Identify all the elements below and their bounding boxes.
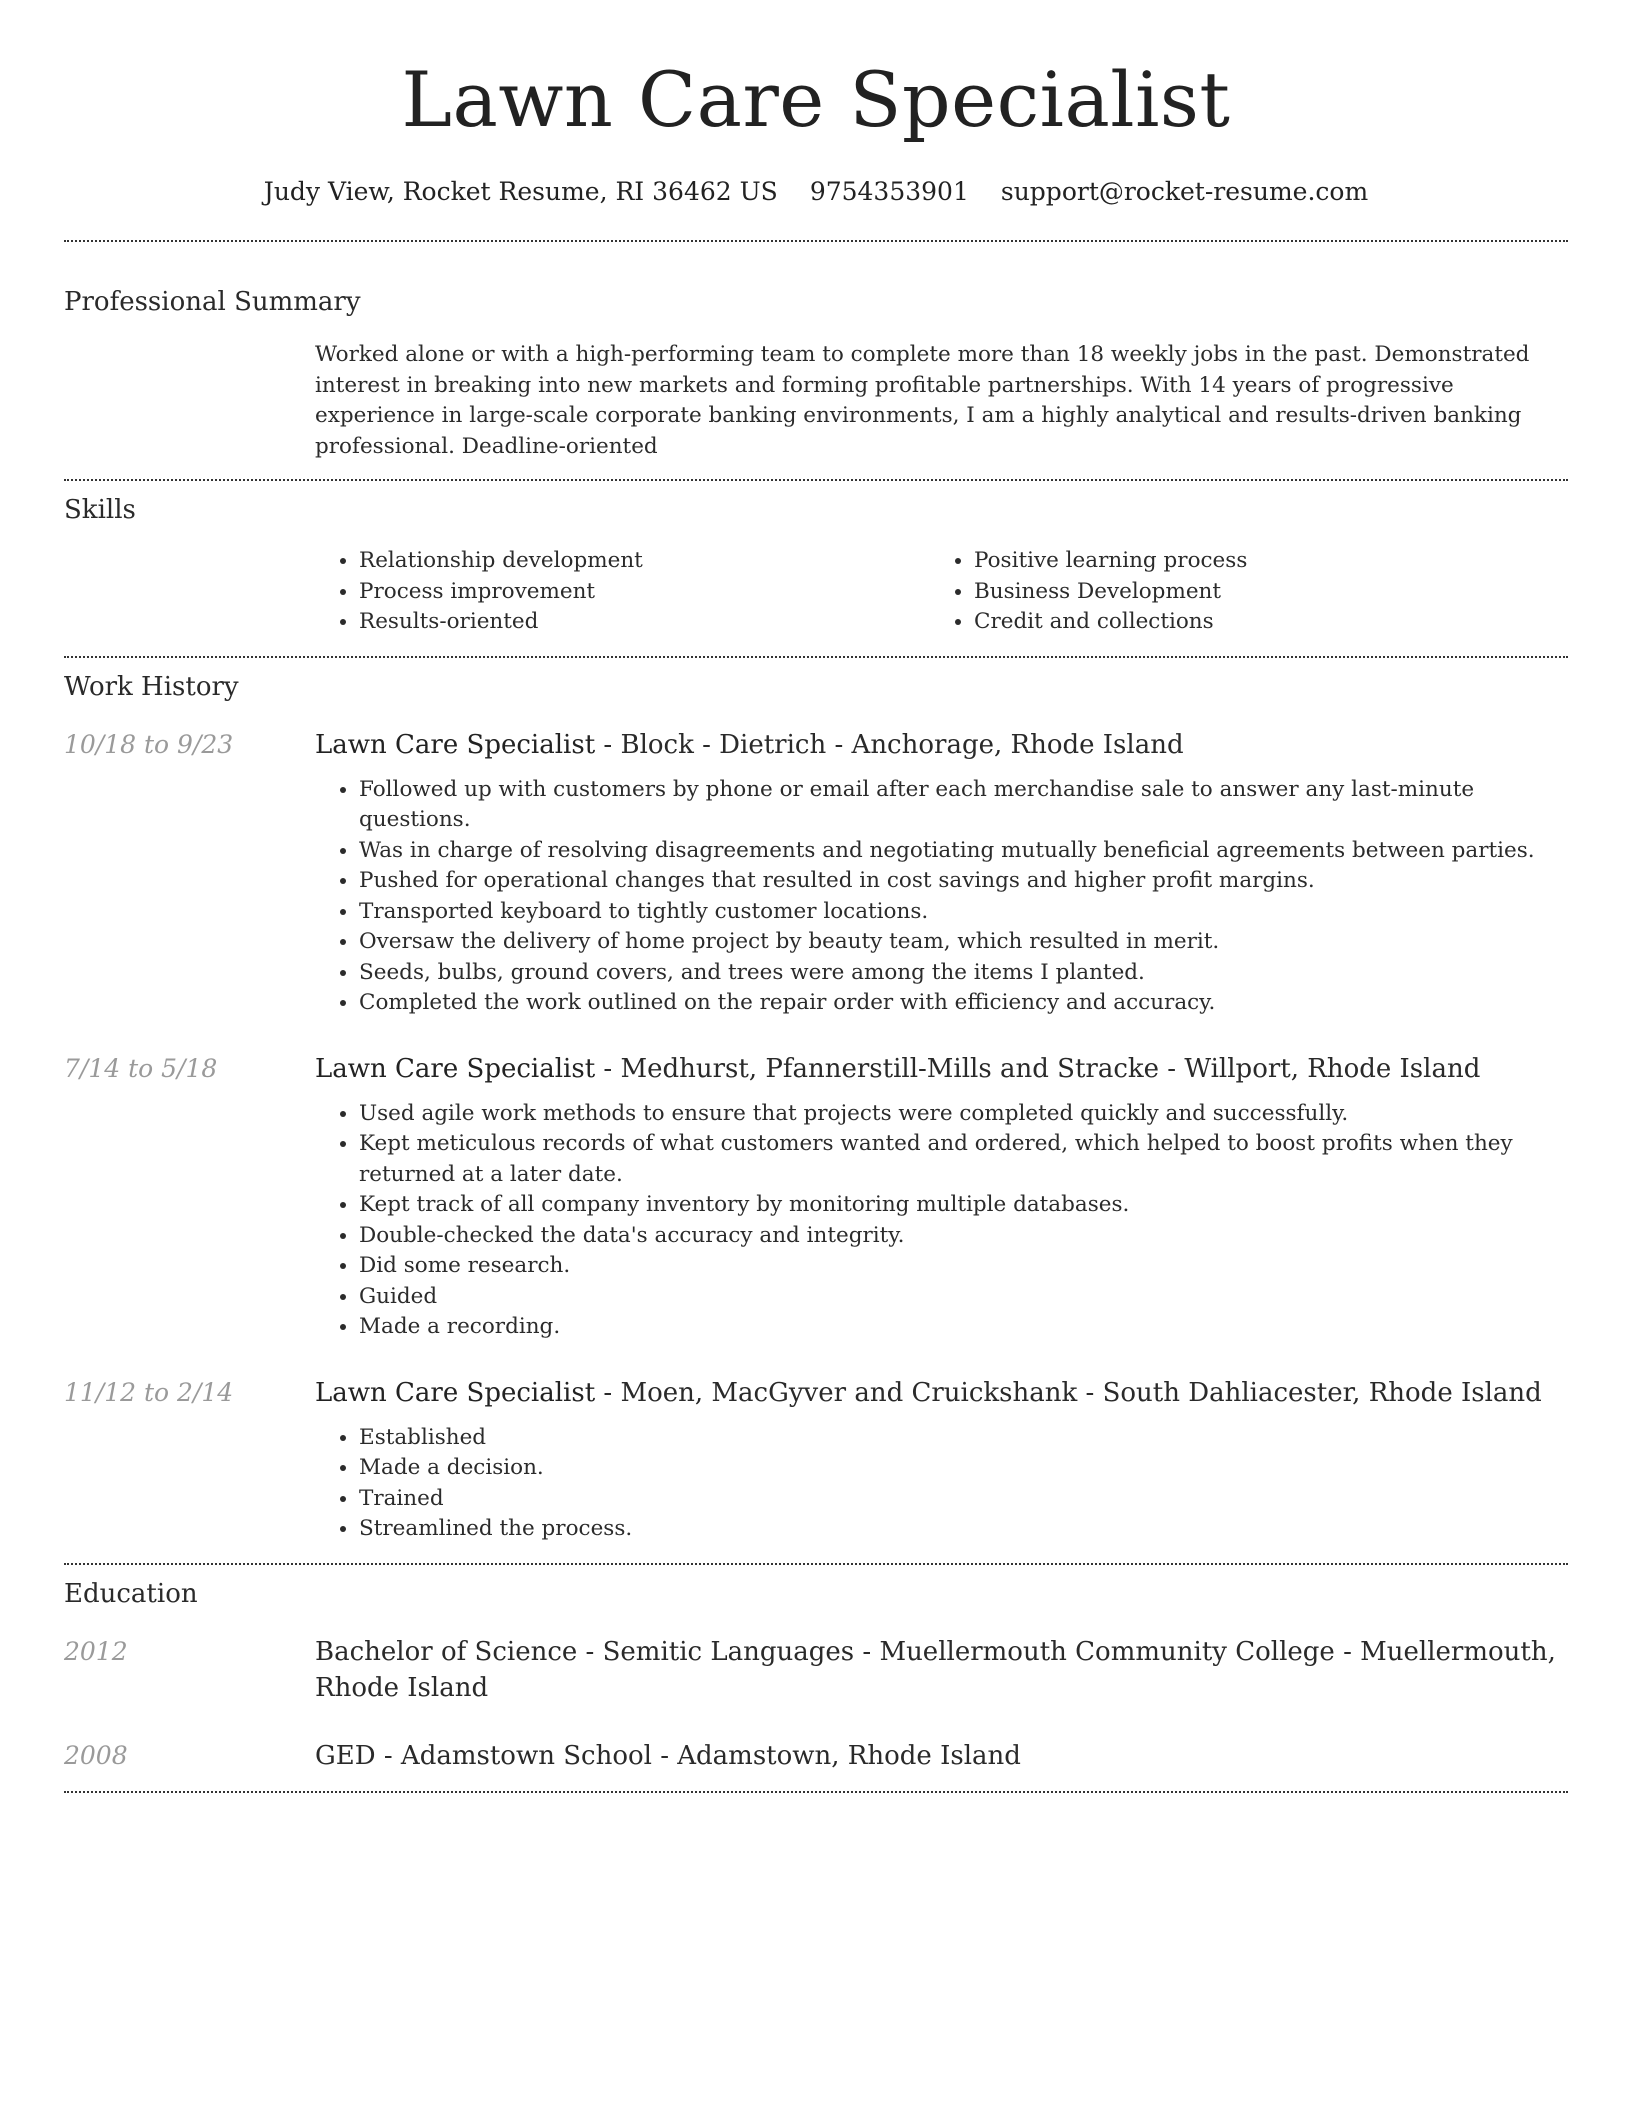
contact-email: support@rocket-resume.com	[1000, 177, 1369, 206]
job-bullet: • Pushed for operational changes that resulted in cost savings and higher profit margins.	[359, 866, 1568, 897]
job-role: Lawn Care Specialist	[315, 1377, 596, 1408]
job-bullet: • Oversaw the delivery of home project by beauty team, which resulted in merit.	[359, 927, 1568, 958]
education-entry	[64, 1634, 1568, 1706]
job-details	[315, 727, 1568, 1019]
job-dates: 7/14 to 5/18	[64, 1053, 218, 1083]
job-heading	[315, 1051, 1568, 1087]
job-bullet: • Kept meticulous records of what customers wanted and ordered, which helped to boost profits when they returned at a later date.	[359, 1129, 1568, 1190]
education-degree: GED	[315, 1740, 376, 1771]
resume-name: Lawn Care Specialist	[401, 55, 1231, 144]
divider	[64, 1791, 1568, 1793]
job-bullet: • Transported keyboard to tightly customer locations.	[359, 897, 1568, 928]
skills-block	[315, 546, 1568, 638]
job-bullets	[315, 775, 1568, 1019]
contact-line	[64, 174, 1568, 210]
skill-item: • Positive learning process	[974, 546, 1545, 577]
divider	[64, 656, 1568, 658]
job-bullet: • Followed up with customers by phone or email after each merchandise sale to answer any last-minute questions.	[359, 775, 1568, 836]
section-title-skills: Skills	[64, 495, 136, 525]
skill-item: • Business Development	[974, 577, 1545, 608]
education-year: 2012	[64, 1636, 128, 1666]
divider	[64, 479, 1568, 481]
job-bullet: • Completed the work outlined on the repair order with efficiency and accuracy.	[359, 988, 1568, 1019]
job-bullet: • Seeds, bulbs, ground covers, and trees were among the items I planted.	[359, 958, 1568, 989]
job-role: Lawn Care Specialist	[315, 729, 596, 760]
education-school: - Semitic Languages - Muellermouth Community College - Muellermouth, Rhode Island	[315, 1636, 1556, 1703]
skill-item: • Credit and collections	[974, 607, 1545, 638]
job-bullets	[315, 1099, 1568, 1343]
contact-phone: 9754353901	[809, 177, 969, 206]
divider	[64, 1563, 1568, 1565]
education-details	[315, 1634, 1568, 1706]
job-details	[315, 1375, 1568, 1545]
job-entry	[64, 1375, 1568, 1545]
education-degree: Bachelor of Science	[315, 1636, 578, 1667]
job-heading	[315, 1375, 1568, 1411]
job-heading	[315, 727, 1568, 763]
job-bullet: • Double-checked the data's accuracy and integrity.	[359, 1221, 1568, 1252]
education-year: 2008	[64, 1740, 128, 1770]
section-title-summary: Professional Summary	[64, 287, 361, 317]
job-role: Lawn Care Specialist	[315, 1053, 596, 1084]
job-entry	[64, 1051, 1568, 1343]
skills-list-left	[315, 546, 930, 638]
job-bullet: • Kept track of all company inventory by monitoring multiple databases.	[359, 1190, 1568, 1221]
job-bullet: • Made a decision.	[359, 1453, 1568, 1484]
education-entry	[64, 1738, 1568, 1774]
job-bullet: • Trained	[359, 1484, 1568, 1515]
job-bullet: • Established	[359, 1423, 1568, 1454]
skills-list-right	[930, 546, 1545, 638]
job-bullet: • Did some research.	[359, 1251, 1568, 1282]
contact-address: Judy View, Rocket Resume, RI 36462 US	[263, 177, 778, 206]
job-employer: - Moen, MacGyver and Cruickshank - South Dahliacester, Rhode Island	[595, 1377, 1542, 1408]
job-bullet: • Was in charge of resolving disagreements and negotiating mutually beneficial agreements between parties.	[359, 836, 1568, 867]
job-entry	[64, 727, 1568, 1019]
divider	[64, 240, 1568, 242]
job-bullet: • Streamlined the process.	[359, 1514, 1568, 1545]
job-dates: 11/12 to 2/14	[64, 1377, 234, 1407]
section-title-work: Work History	[64, 671, 239, 702]
job-employer: - Medhurst, Pfannerstill-Mills and Stracke - Willport, Rhode Island	[595, 1053, 1481, 1084]
skill-item: • Results-oriented	[359, 607, 930, 638]
summary-text: Worked alone or with a high-performing team to complete more than 18 weekly jobs in the past. Demonstrated interest in breaking into new markets and forming profitable partnerships. With 14 years of progressive experience in large-scale corporate banking environments, I am a highly analytical and results-driven banking professional. Deadline-oriented	[315, 342, 1530, 459]
job-bullet: • Used agile work methods to ensure that projects were completed quickly and successfully.	[359, 1099, 1568, 1130]
resume-page	[64, 0, 1568, 1793]
section-title-education: Education	[64, 1578, 198, 1609]
summary-block	[315, 340, 1568, 462]
job-bullet: • Guided	[359, 1282, 1568, 1313]
job-dates: 10/18 to 9/23	[64, 729, 234, 759]
skill-item: • Process improvement	[359, 577, 930, 608]
education-school: - Adamstown School - Adamstown, Rhode Island	[375, 1740, 1021, 1771]
skill-item: • Relationship development	[359, 546, 930, 577]
job-bullet: • Made a recording.	[359, 1312, 1568, 1343]
job-employer: - Block - Dietrich - Anchorage, Rhode Island	[595, 729, 1184, 760]
job-bullets	[315, 1423, 1568, 1545]
education-details	[315, 1738, 1568, 1774]
job-details	[315, 1051, 1568, 1343]
